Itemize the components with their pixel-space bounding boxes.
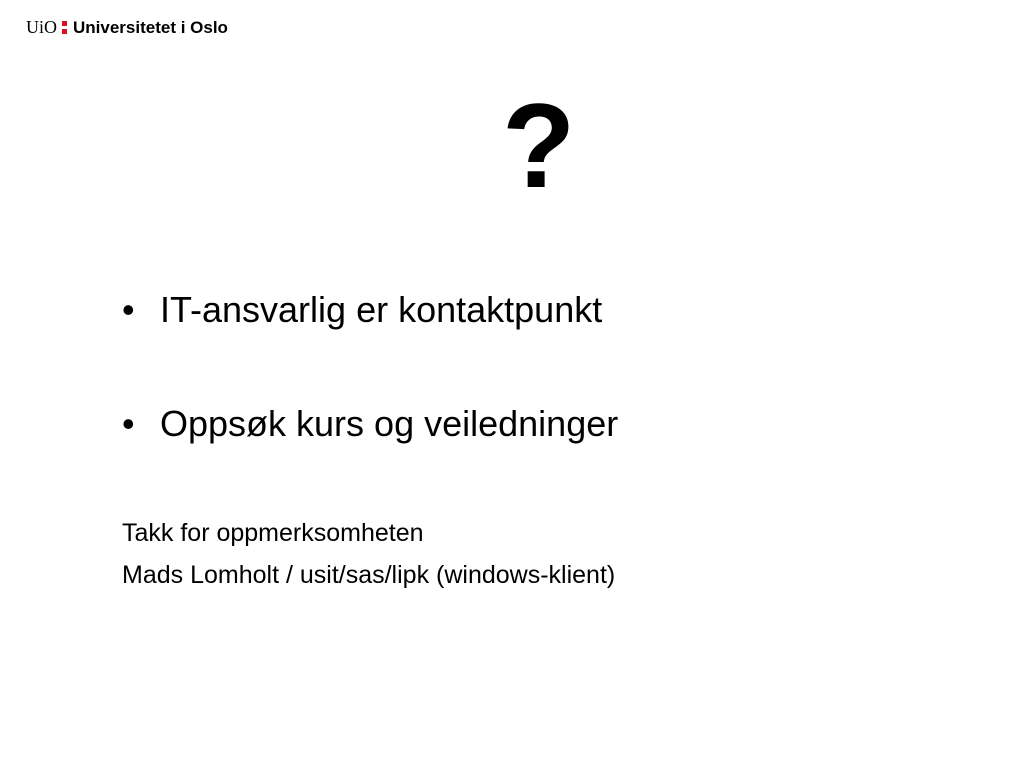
- logo-dot-bottom: [62, 29, 67, 34]
- bullet-item: [122, 288, 618, 332]
- bullet-text: Oppsøk kurs og veiledninger: [160, 403, 619, 444]
- bullet-marker: •: [122, 289, 135, 330]
- bullet-marker: •: [122, 403, 135, 444]
- author-line: Mads Lomholt / usit/sas/lipk (windows-klient): [122, 561, 616, 589]
- bullet-item: [122, 402, 618, 446]
- logo-university-name: Universitetet i Oslo: [73, 17, 228, 37]
- bullet-text: IT-ansvarlig er kontaktpunkt: [160, 289, 603, 330]
- logo-dot-top: [62, 21, 67, 26]
- logo-abbreviation: UiO: [26, 17, 57, 37]
- closing-text: [122, 512, 615, 596]
- thanks-line: Takk for oppmerksomheten: [122, 519, 424, 547]
- slide-heading: ?: [502, 79, 576, 213]
- logo-mark-icon: [62, 21, 67, 34]
- university-logo: [26, 15, 228, 39]
- bullet-list: [122, 288, 618, 446]
